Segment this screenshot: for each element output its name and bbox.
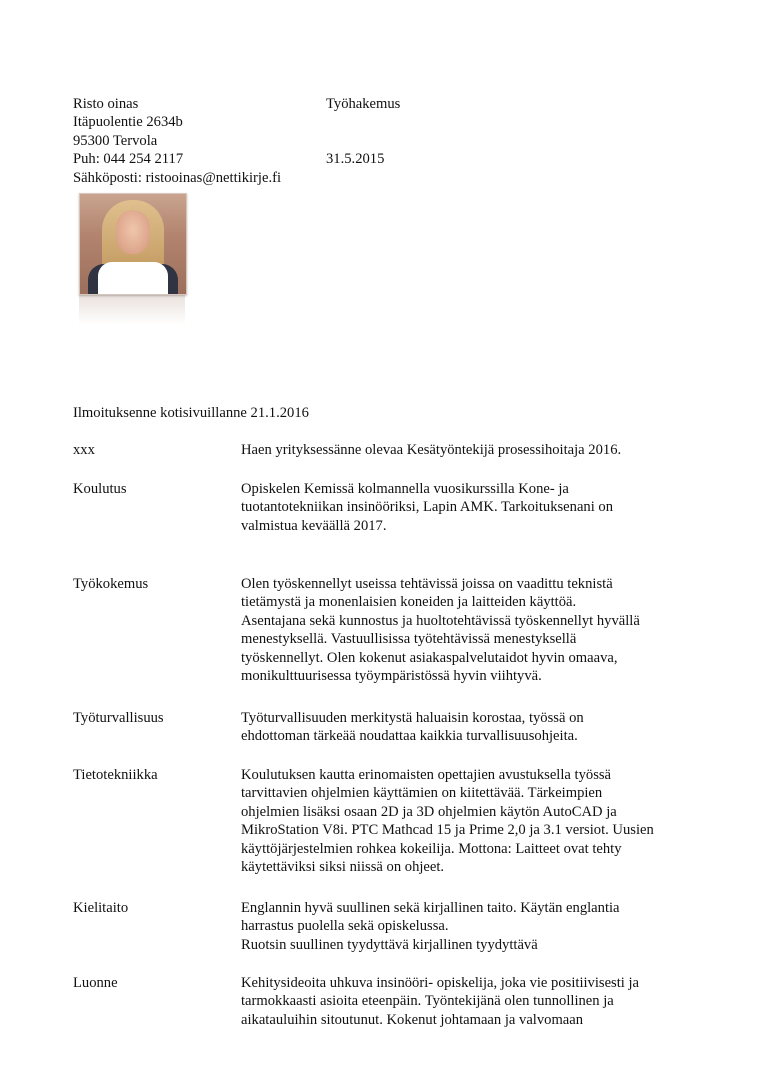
section-line: menestyksellä. Vastuullisissa työtehtävissä menestyksellä <box>241 631 577 648</box>
sender-email: Sähköposti: ristooinas@nettikirje.fi <box>73 169 282 186</box>
sender-phone: Puh: 044 254 2117 <box>73 151 184 168</box>
section-line: Opiskelen Kemissä kolmannella vuosikurssilla Kone- ja <box>241 481 569 497</box>
profile-photo <box>79 193 185 325</box>
section-line: Englannin hyvä suullinen sekä kirjallinen taito. Käytän englantia <box>241 900 620 916</box>
section-content <box>241 709 711 746</box>
section-label: Tietotekniikka <box>73 767 158 783</box>
section-line: ohjelmien lisäksi osaan 2D ja 3D ohjelmien käytön AutoCAD ja <box>241 803 617 820</box>
section-content <box>241 899 711 954</box>
section-label: Luonne <box>73 975 118 991</box>
sender-info <box>73 95 281 187</box>
section-line: käytettäviksi siksi niissä on ohjeet. <box>241 858 445 875</box>
photo-reflection <box>79 295 185 325</box>
section-line: harrastus puolella sekä opiskelussa. <box>241 918 449 935</box>
section-line: aikatauluihin sitoutunut. Kokenut johtamaan ja valvomaan <box>241 1011 584 1028</box>
sender-name: Risto oinas <box>73 96 139 112</box>
section-line: valmistua keväällä 2017. <box>241 517 387 534</box>
section-line: Haen yrityksessänne olevaa Kesätyöntekijä prosessihoitaja 2016. <box>241 442 622 458</box>
section-line: tarvittavien ohjelmien käyttämien on kiitettävää. Tärkeimpien <box>241 785 603 802</box>
section-line: Työturvallisuuden merkitystä haluaisin korostaa, työssä on <box>241 710 584 726</box>
section-content <box>241 441 711 459</box>
section-content <box>241 766 711 876</box>
portrait-image <box>79 193 187 295</box>
section-line: tietämystä ja monenlaisien koneiden ja laitteiden käyttöä. <box>241 594 577 611</box>
job-notice-reference: Ilmoituksenne kotisivuillanne 21.1.2016 <box>73 405 309 421</box>
section-label: Työturvallisuus <box>73 710 164 726</box>
section-line: Ruotsin suullinen tyydyttävä kirjallinen tyydyttävä <box>241 936 538 953</box>
section-line: Olen työskennellyt useissa tehtävissä joissa on vaadittu teknistä <box>241 576 613 592</box>
section-line: käyttöjärjestelmien rohkea kokeilija. Mottona: Laitteet ovat tehty <box>241 840 622 857</box>
section-line: tuotantotekniikan insinööriksi, Lapin AMK. Tarkoituksenani on <box>241 499 614 516</box>
section-line: monikulttuurisessa työympäristössä hyvin viihtyvä. <box>241 667 542 684</box>
section-line: Koulutuksen kautta erinomaisten opettajien avustuksella työssä <box>241 767 612 783</box>
section-line: tarmokkaasti asioita eteenpäin. Työntekijänä olen tunnollinen ja <box>241 993 614 1010</box>
section-label: Koulutus <box>73 481 127 497</box>
section-content <box>241 974 711 1029</box>
document-date: 31.5.2015 <box>326 151 385 167</box>
section-line: Asentajana sekä kunnostus ja huoltotehtävissä työskennellyt hyvällä <box>241 612 640 629</box>
section-line: MikroStation V8i. PTC Mathcad 15 ja Prime 2,0 ja 3.1 versiot. Uusien <box>241 822 654 839</box>
section-content <box>241 480 711 535</box>
section-label: xxx <box>73 442 95 458</box>
section-line: Kehitysideoita uhkuva insinööri- opiskelija, joka vie positiivisesti ja <box>241 975 640 991</box>
section-line: työskennellyt. Olen kokenut asiakaspalvelutaidot hyvin omaava, <box>241 649 618 666</box>
document-title: Työhakemus <box>326 96 401 112</box>
section-line: ehdottoman tärkeää noudattaa kaikkia turvallisuusohjeita. <box>241 728 578 745</box>
section-label: Työkokemus <box>73 576 149 592</box>
section-content <box>241 575 711 685</box>
sender-postal: 95300 Tervola <box>73 132 158 149</box>
section-label: Kielitaito <box>73 900 129 916</box>
sender-street: Itäpuolentie 2634b <box>73 114 183 131</box>
